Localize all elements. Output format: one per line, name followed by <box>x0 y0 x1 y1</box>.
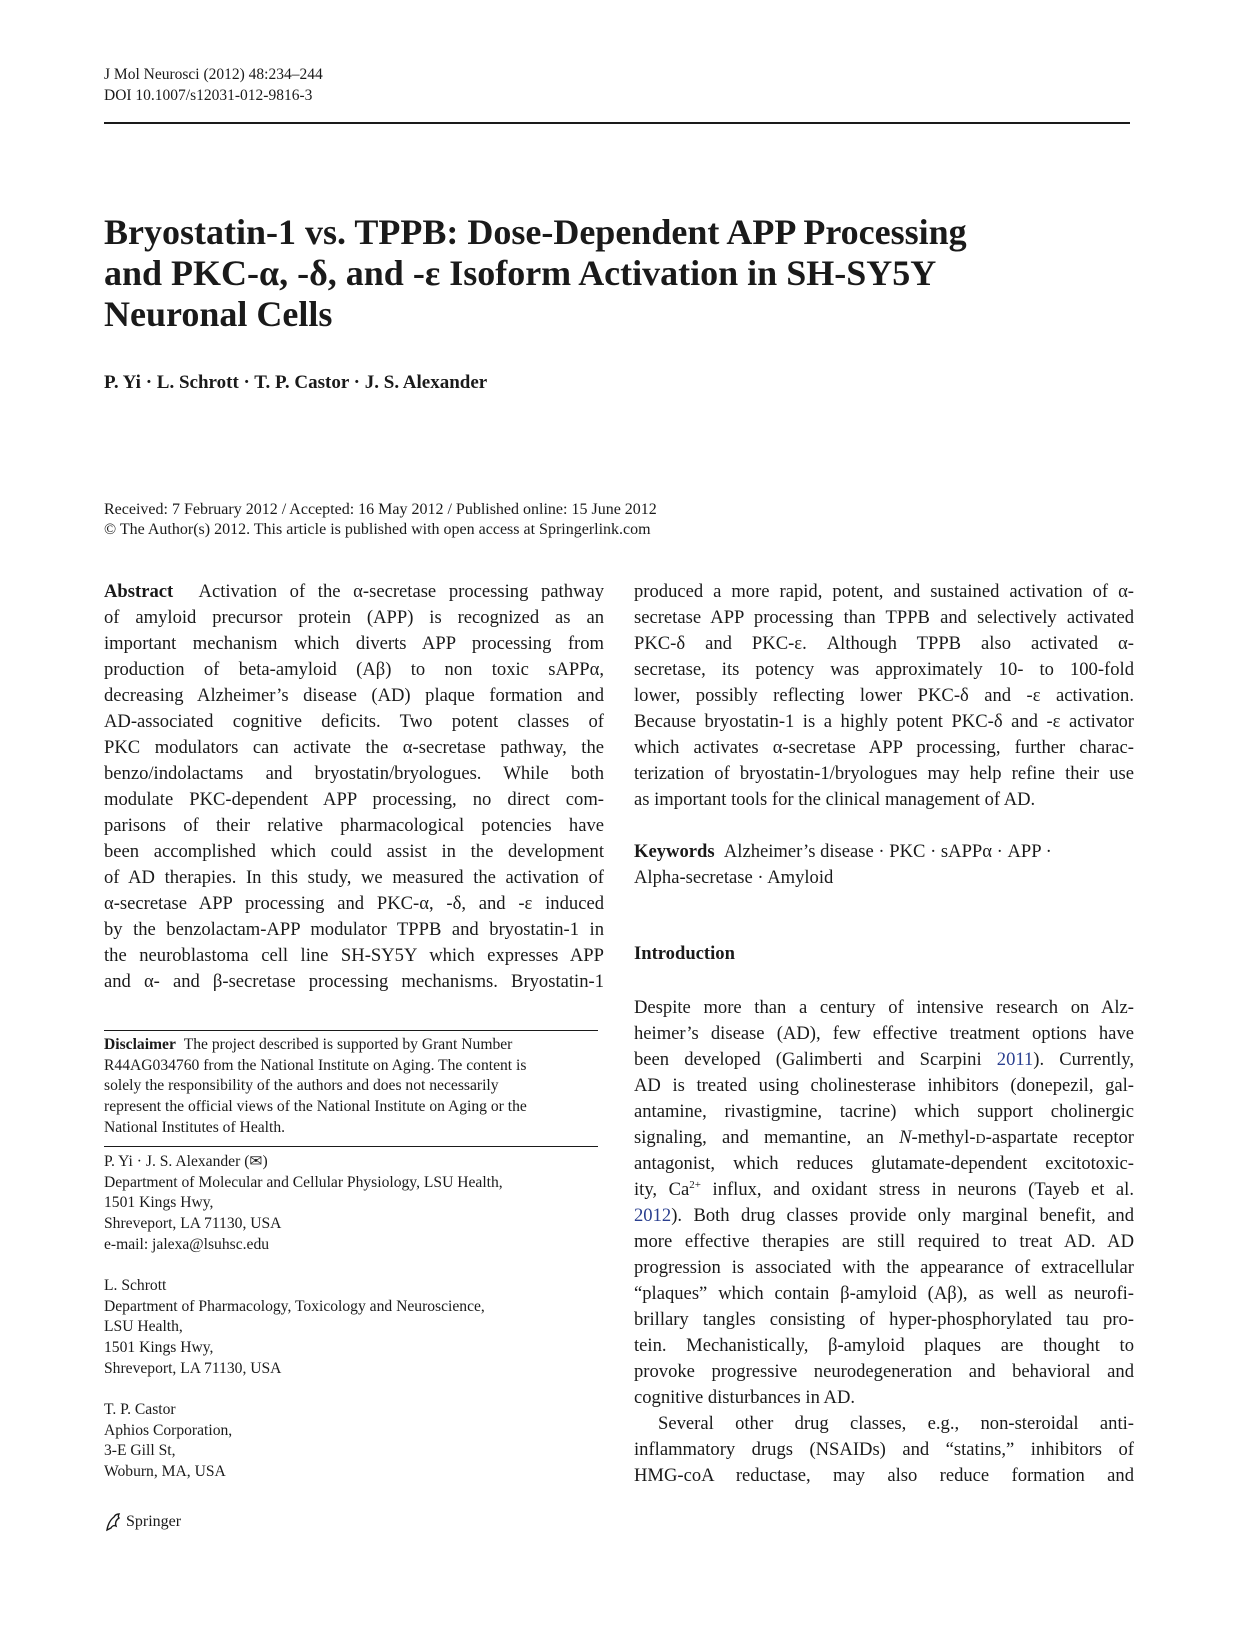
abstract-line: secretase, its potency was approximately 10- to 100-fold <box>634 659 1134 680</box>
abstract-line: lower, possibly reflecting lower PKC-δ and -ε activation. <box>634 685 1134 706</box>
affiliation: L. Schrott Department of Pharmacology, Toxicology and Neuroscience, LSU Health, 1501 Kings Hwy, Shreveport, LA 71130, USA <box>104 1277 485 1377</box>
intro-line: inflammatory drugs (NSAIDs) and “statins,” inhibitors of <box>634 1439 1134 1460</box>
abstract-line: and α- and β-secretase processing mechanisms. Bryostatin-1 <box>104 971 604 992</box>
intro-line: 2012). Both drug classes provide only marginal benefit, and <box>634 1205 1134 1226</box>
intro-line: antamine, rivastigmine, tacrine) which support cholinergic <box>634 1101 1134 1122</box>
abstract-label: Abstract <box>104 581 174 602</box>
affiliation: T. P. Castor Aphios Corporation, 3-E Gill St, Woburn, MA, USA <box>104 1401 233 1481</box>
paper-title <box>104 212 1004 335</box>
journal-citation: J Mol Neurosci (2012) 48:234–244 <box>104 66 323 83</box>
title-line: and PKC-α, -δ, and -ε Isoform Activation in SH-SY5Y <box>104 253 937 293</box>
abstract-line: terization of bryostatin-1/bryologues may help refine their use <box>634 763 1134 784</box>
publisher-footer <box>104 1512 181 1532</box>
envelope-icon: ✉ <box>249 1153 263 1170</box>
keywords-label: Keywords <box>634 841 715 862</box>
intro-line: “plaques” which contain β-amyloid (Aβ), as well as neurofi- <box>634 1283 1134 1304</box>
intro-line: tein. Mechanistically, β-amyloid plaques are thought to <box>634 1335 1134 1356</box>
intro-line: antagonist, which reduces glutamate-dependent excitotoxic- <box>634 1153 1134 1174</box>
abstract-line: of amyloid precursor protein (APP) is recognized as an <box>104 607 604 628</box>
intro-line: progression is associated with the appearance of extracellular <box>634 1257 1134 1278</box>
copyright-notice: © The Author(s) 2012. This article is published with open access at Springerlink.com <box>104 521 651 538</box>
disclaimer-label: Disclaimer <box>104 1036 176 1053</box>
email-address[interactable]: e-mail: jalexa@lsuhsc.edu <box>104 1235 270 1253</box>
abstract-line: by the benzolactam-APP modulator TPPB and bryostatin-1 in <box>104 919 604 940</box>
abstract-line: α-secretase APP processing and PKC-α, -δ, and -ε induced <box>104 893 604 914</box>
abstract-line: as important tools for the clinical management of AD. <box>634 789 1036 810</box>
header-rule <box>104 122 1130 124</box>
keywords <box>634 839 1134 891</box>
footnote-rule <box>104 1146 598 1147</box>
abstract-line: Activation of the α-secretase processing pathway <box>198 581 605 602</box>
abstract-line: PKC modulators can activate the α-secretase pathway, the <box>104 737 604 758</box>
abstract-line: been accomplished which could assist in the development <box>104 841 604 862</box>
publication-history <box>104 500 657 540</box>
journal-header <box>104 64 323 106</box>
intro-line: been developed (Galimberti and Scarpini 2011). Currently, <box>634 1049 1134 1070</box>
intro-line: signaling, and memantine, an N-methyl-D-aspartate receptor <box>634 1127 1134 1148</box>
abstract-line: PKC-δ and PKC-ε. Although TPPB also activated α- <box>634 633 1134 654</box>
keywords-text: Alzheimer’s disease · PKC · sAPPα · APP · <box>723 841 1052 862</box>
abstract-line: important mechanism which diverts APP processing from <box>104 633 604 654</box>
intro-line: Despite more than a century of intensive research on Alz- <box>634 997 1134 1018</box>
abstract-line: benzo/indolactams and bryostatin/bryologues. While both <box>104 763 604 784</box>
section-heading-introduction: Introduction <box>634 943 735 964</box>
intro-line: cognitive disturbances in AD. <box>634 1387 856 1408</box>
abstract-line: Because bryostatin-1 is a highly potent PKC-δ and -ε activator <box>634 711 1134 732</box>
history-dates: Received: 7 February 2012 / Accepted: 16 May 2012 / Published online: 15 June 2012 <box>104 501 657 518</box>
intro-line: Several other drug classes, e.g., non-steroidal anti- <box>658 1413 1134 1434</box>
keywords-text: Alpha-secretase · Amyloid <box>634 867 834 888</box>
abstract-line: the neuroblastoma cell line SH-SY5Y which expresses APP <box>104 945 604 966</box>
author-list: P. Yi · L. Schrott · T. P. Castor · J. S. Alexander <box>104 372 488 393</box>
affiliation-corresponding: P. Yi · J. S. Alexander (✉) Department of Molecular and Cellular Physiology, LSU Health, 1501 Kings Hwy, Shreveport, LA 71130, USA e-mail: jalexa@lsuhsc.edu <box>104 1152 598 1256</box>
abstract-line: parisons of their relative pharmacological potencies have <box>104 815 604 836</box>
abstract <box>104 579 604 995</box>
springer-horse-icon <box>104 1512 122 1532</box>
doi: DOI 10.1007/s12031-012-9816-3 <box>104 87 313 104</box>
citation-link[interactable]: 2012 <box>634 1205 672 1226</box>
publisher-name: Springer <box>126 1513 182 1530</box>
abstract-line: of AD therapies. In this study, we measured the activation of <box>104 867 604 888</box>
abstract-line: AD-associated cognitive deficits. Two potent classes of <box>104 711 604 732</box>
footnote-rule <box>104 1030 598 1031</box>
introduction-body <box>634 995 1134 1489</box>
abstract-line: which activates α-secretase APP processing, further charac- <box>634 737 1134 758</box>
abstract-continued <box>634 579 1134 813</box>
intro-line: more effective therapies are still required to treat AD. AD <box>634 1231 1134 1252</box>
intro-line: heimer’s disease (AD), few effective treatment options have <box>634 1023 1134 1044</box>
intro-line: provoke progressive neurodegeneration and behavioral and <box>634 1361 1134 1382</box>
abstract-line: decreasing Alzheimer’s disease (AD) plaque formation and <box>104 685 604 706</box>
intro-line: HMG-coA reductase, may also reduce formation and <box>634 1465 1134 1486</box>
disclaimer: Disclaimer The project described is supported by Grant Number R44AG034760 from the National Institute on Aging. The content is solely the responsibility of the authors and does not necessarily represent the official views of the National Institute on Aging or the National Institutes of Health. <box>104 1036 527 1136</box>
abstract-line: secretase APP processing than TPPB and selectively activated <box>634 607 1134 628</box>
intro-line: brillary tangles consisting of hyper-phosphorylated tau pro- <box>634 1309 1134 1330</box>
abstract-line: produced a more rapid, potent, and sustained activation of α- <box>634 581 1134 602</box>
title-line: Bryostatin-1 vs. TPPB: Dose-Dependent APP Processing <box>104 212 967 252</box>
title-line: Neuronal Cells <box>104 294 333 334</box>
intro-line: AD is treated using cholinesterase inhibitors (donepezil, gal- <box>634 1075 1134 1096</box>
abstract-line: modulate PKC-dependent APP processing, no direct com- <box>104 789 604 810</box>
citation-link[interactable]: 2011 <box>996 1049 1034 1070</box>
abstract-line: production of beta-amyloid (Aβ) to non toxic sAPPα, <box>104 659 604 680</box>
intro-line: ity, $Ca^{2+}$ influx, and oxidant stress in neurons (Tayeb et al. <box>634 1178 1134 1200</box>
